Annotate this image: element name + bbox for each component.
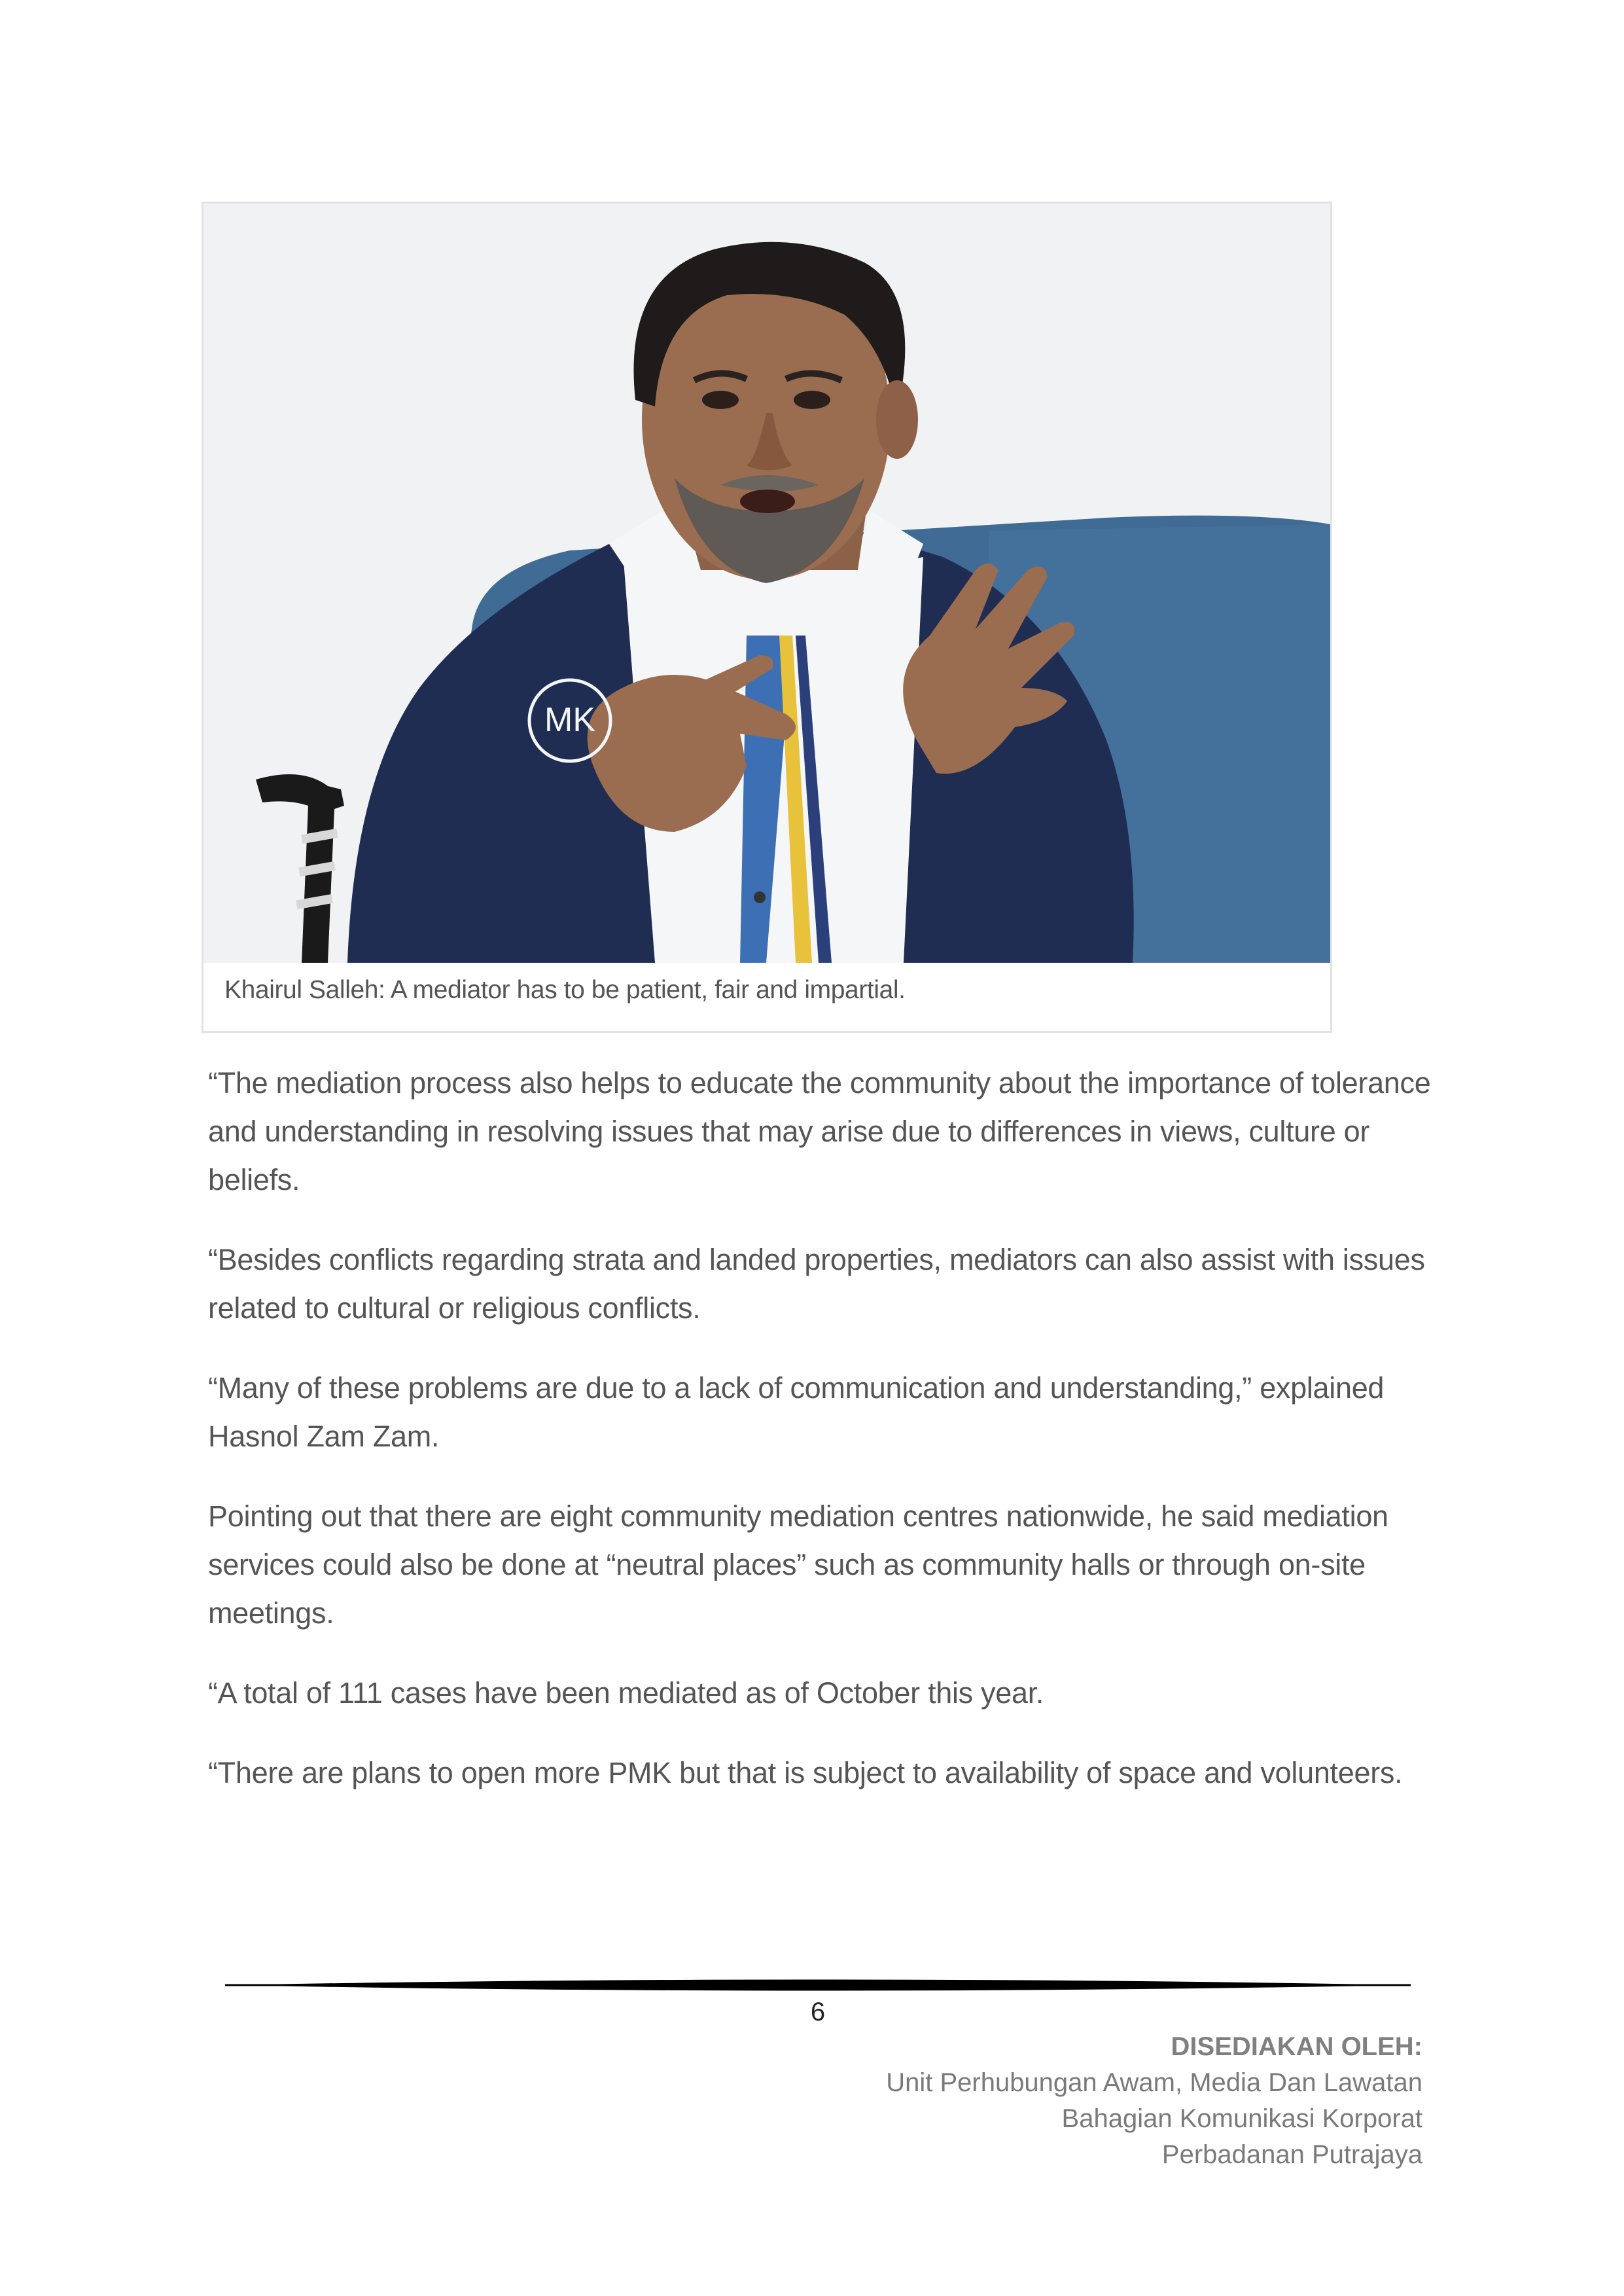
article-paragraph: “A total of 111 cases have been mediated as of October this year. [208, 1676, 1044, 1710]
prepared-by-line: Unit Perhubungan Awam, Media Dan Lawatan [886, 2068, 1422, 2097]
jacket-logo-text: MK [544, 701, 595, 739]
prepared-by-block [886, 2029, 1422, 2173]
page-number: 6 [810, 1998, 826, 2026]
article-paragraph: “Besides conflicts regarding strata and landed properties, mediators can also assist with issues related to cultural or religious conflicts. [208, 1243, 1425, 1325]
prepared-by-line: Perbadanan Putrajaya [1161, 2140, 1422, 2169]
article-paragraph: “There are plans to open more PMK but that is subject to availability of space and volunteers. [208, 1756, 1403, 1789]
article-paragraph: Pointing out that there are eight community mediation centres nationwide, he said mediation services could also be done at “neutral places” such as community halls or through on-site meetings. [208, 1499, 1388, 1630]
prepared-by-heading: DISEDIAKAN OLEH: [1171, 2032, 1422, 2061]
article-paragraph: “The mediation process also helps to educate the community about the importance of tolerance and understanding in resolving issues that may arise due to differences in views, culture or beliefs. [208, 1066, 1431, 1196]
article-paragraph: “Many of these problems are due to a lack of communication and understanding,” explained Hasnol Zam Zam. [208, 1371, 1385, 1453]
prepared-by-line: Bahagian Komunikasi Korporat [1061, 2104, 1422, 2133]
article-body [208, 1059, 1438, 1829]
photo-of-speaking-man-icon [203, 204, 1330, 963]
news-photo [203, 204, 1330, 963]
photo-caption: Khairul Salleh: A mediator has to be patient, fair and impartial. [224, 976, 906, 1004]
footer-divider [225, 1975, 1411, 1995]
news-photo-figure [202, 202, 1332, 1033]
